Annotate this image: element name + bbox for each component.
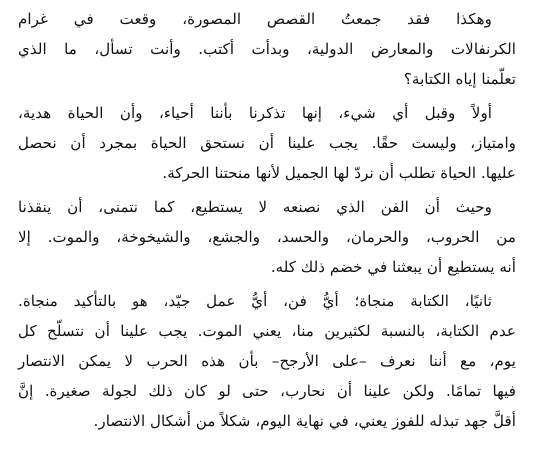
text-line: من الحروب، والحرمان، والحسد، والجشع، والشيخوخة، والموت. إلا <box>18 228 516 246</box>
text-line: يوم، مع أننا نعرف –على الأرجح– بأن هذه الحرب لا يمكن الانتصار <box>18 352 516 370</box>
text-line: الكرنفالات والمعارض الدولية، وبدأت أكتب. وأنت تسأل، ما الذي <box>18 40 516 58</box>
text-line: تعلّمنا إياه الكتابة؟ <box>403 70 516 88</box>
text-line: وحيث أن الفن الذي نصنعه لا يستطيع، كما نتمنى، أن ينقذنا <box>18 198 492 216</box>
text-line: أنه يستطيع أن يبعثنا في خضم ذلك كله. <box>270 258 516 276</box>
text-line: وامتياز، وليست حقًا. يجب علينا أن نستحق الحياة بمجرد أن نحصل <box>18 134 516 152</box>
text-line: عدم الكتابة، بالنسبة لكثيرين منا، يعني الموت. يجب علينا أن نتسلّح كل <box>18 322 516 340</box>
paragraph-4 <box>18 286 516 436</box>
paragraph-1 <box>18 4 516 94</box>
text-line: وهكذا فقد جمعتُ القصص المصورة، وقعت في غرام <box>18 10 492 28</box>
paragraph-3 <box>18 192 516 282</box>
text-line: عليها. الحياة تطلب أن نردّ لها الجميل لأنها منحتنا الحركة. <box>162 164 516 182</box>
text-line: فيها تمامًا. ولكن علينا أن نحارب، حتى لو كان ذلك لجولة صغيرة. إنَّ <box>18 382 516 400</box>
text-line: أولاً وقبل أي شيء، إنها تذكرنا بأننا أحياء، وأن الحياة هدية، <box>18 104 492 122</box>
text-line: أقلَّ جهد تبذله للفوز يعني، في نهاية اليوم، شكلاً من أشكال الانتصار. <box>93 412 516 430</box>
text-line: ثانيًا، الكتابة منجاة؛ أيُّ فن، أيُّ عمل جيّد، هو بالتأكيد منجاة. <box>18 292 492 310</box>
paragraph-2 <box>18 98 516 188</box>
